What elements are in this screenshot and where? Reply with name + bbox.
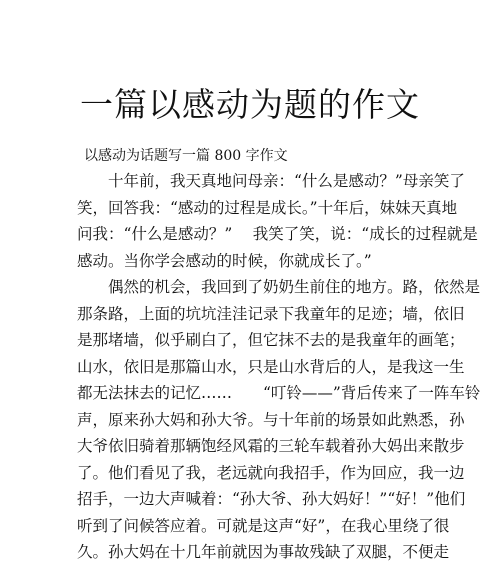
essay-body <box>77 168 481 565</box>
essay-line: 都无法抹去的记忆…… “叮铃——”背后传来了一阵车铃 <box>77 384 481 402</box>
essay-line: 是那堵墙，似乎刷白了，但它抹不去的是我童年的画笔； <box>77 331 465 349</box>
essay-line: 了。他们看见了我，老远就向我招手，作为回应，我一边 <box>77 463 465 482</box>
document-title: 一篇以感动为题的作文 <box>80 85 420 124</box>
essay-line: 大爷依旧骑着那辆饱经风霜的三轮车载着孙大妈出来散步 <box>77 437 465 455</box>
essay-line: 那条路，上面的坑坑洼洼记录下我童年的足迹；墙，依旧 <box>77 304 465 323</box>
essay-line: 十年前，我天真地问母亲：“什么是感动？”母亲笑了 <box>77 172 465 190</box>
essay-line: 感动。当你学会感动的时候，你就成长了。” <box>77 251 372 270</box>
essay-line: 问我：“什么是感动？” 我笑了笑，说：“成长的过程就是 <box>77 225 478 243</box>
essay-line: 山水，依旧是那篇山水，只是山水背后的人，是我这一生 <box>77 357 465 376</box>
essay-line: 招手，一边大声喊着：“孙大爷、孙大妈好！”“好！”他们 <box>77 490 466 508</box>
essay-line: 声，原来孙大妈和孙大爷。与十年前的场景如此熟悉，孙 <box>77 410 465 429</box>
essay-line: 偶然的机会，我回到了奶奶生前住的地方。路，依然是 <box>77 278 481 296</box>
essay-line: 听到了问候答应着。可就是这声“好”，在我心里绕了很 <box>77 516 450 535</box>
essay-line: 久。孙大妈在十几年前就因为事故残缺了双腿，不便走 <box>77 543 450 561</box>
document-subtitle: 以感动为话题写一篇 800 字作文 <box>84 148 288 164</box>
essay-line: 笑，回答我：“感动的过程是成长。”十年后，妹妹天真地 <box>77 198 458 217</box>
